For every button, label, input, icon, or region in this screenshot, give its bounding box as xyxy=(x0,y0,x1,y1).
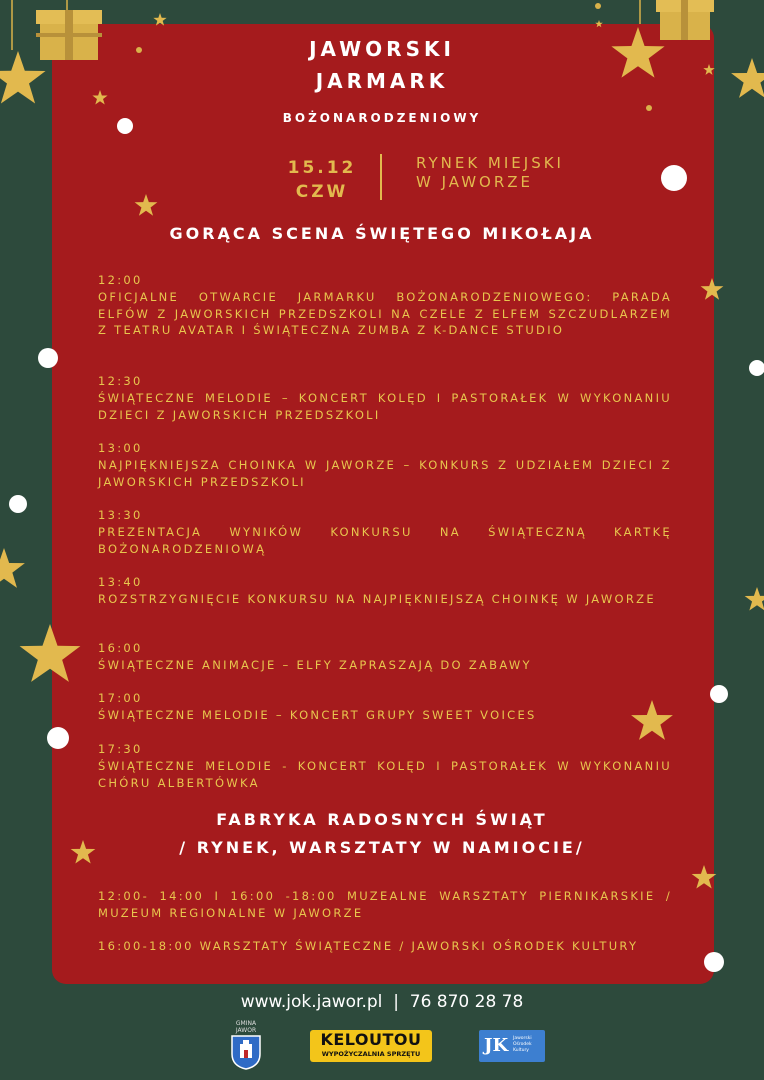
section-title-workshops: FABRYKA RADOSNYCH ŚWIĄT xyxy=(216,810,548,829)
jok-logo: JK Jaworski Ośrodek Kultury xyxy=(479,1030,545,1062)
divider xyxy=(380,154,382,200)
coat-of-arms-icon xyxy=(226,1034,266,1070)
workshop-item xyxy=(98,938,672,955)
schedule-item xyxy=(98,690,672,724)
schedule-item xyxy=(98,640,672,674)
section-title-stage: GORĄCA SCENA ŚWIĘTEGO MIKOŁAJA xyxy=(169,224,595,243)
date-day: 15.12 xyxy=(287,158,357,178)
workshop-item xyxy=(98,888,672,922)
place-line2: W JAWORZE xyxy=(416,173,534,191)
schedule-desc: NAJPIĘKNIEJSZA CHOINKA W JAWORZE – KONKURS Z UDZIAŁEM DZIECI Z JAWORSKICH PRZEDSZKOLI xyxy=(98,457,672,489)
schedule-desc: OFICJALNE OTWARCIE JARMARKU BOŻONARODZENIOWEGO: PARADA ELFÓW Z JAWORSKICH PRZEDSZKOLI NA CZELE Z ELFEM SZCZUDLARZEM Z TEATRU AVATAR I ŚWIĄTECZNA ZUMBA Z K-DANCE STUDIO xyxy=(98,289,672,338)
schedule-time: 13:30 xyxy=(98,508,143,522)
schedule-desc: ROZSTRZYGNIĘCIE KONKURSU NA NAJPIĘKNIEJSZĄ CHOINKĘ W JAWORZE xyxy=(98,591,656,606)
gift-icon xyxy=(656,0,714,40)
schedule-item xyxy=(98,741,672,791)
schedule-desc: ŚWIĄTECZNE MELODIE - KONCERT KOLĘD I PASTORAŁEK W WYKONANIU CHÓRU ALBERTÓWKA xyxy=(98,758,672,790)
section-subtitle-workshops: / RYNEK, WARSZTATY W NAMIOCIE/ xyxy=(179,838,585,857)
schedule-desc: ŚWIĄTECZNE MELODIE – KONCERT GRUPY SWEET VOICES xyxy=(98,707,537,722)
event-date xyxy=(262,156,382,204)
schedule-item xyxy=(98,440,672,490)
schedule-desc: ŚWIĄTECZNE MELODIE – KONCERT KOLĘD I PASTORAŁEK W WYKONANIU DZIECI Z JAWORSKICH PRZEDSZKOLI xyxy=(98,390,672,422)
schedule-desc: ŚWIĄTECZNE ANIMACJE – ELFY ZAPRASZAJĄ DO ZABAWY xyxy=(98,657,532,672)
schedule-time: 13:40 xyxy=(98,575,143,589)
workshop-desc: 16:00-18:00 WARSZTATY ŚWIĄTECZNE / JAWORSKI OŚRODEK KULTURY xyxy=(98,939,639,953)
schedule-time: 12:30 xyxy=(98,374,143,388)
schedule-item xyxy=(98,574,672,608)
event-subtitle: BOŻONARODZENIOWY xyxy=(282,111,482,125)
workshop-desc: 12:00- 14:00 I 16:00 -18:00 MUZEALNE WARSZTATY PIERNIKARSKIE / MUZEUM REGIONALNE W JAWORZE xyxy=(98,889,672,920)
contact-info: www.jok.jawor.pl | 76 870 28 78 xyxy=(240,992,524,1012)
schedule-item xyxy=(98,373,672,423)
schedule-time: 16:00 xyxy=(98,641,143,655)
gmina-jawor-logo: GMINA JAWOR xyxy=(226,1020,266,1072)
event-title-line2: JARMARK xyxy=(315,69,449,93)
schedule-time: 12:00 xyxy=(98,273,143,287)
schedule-time: 17:30 xyxy=(98,742,143,756)
schedule-desc: PREZENTACJA WYNIKÓW KONKURSU NA ŚWIĄTECZNĄ KARTKĘ BOŻONARODZENIOWĄ xyxy=(98,524,672,556)
schedule-time: 13:00 xyxy=(98,441,143,455)
schedule-item xyxy=(98,272,672,339)
schedule-item xyxy=(98,507,672,557)
event-place xyxy=(416,154,564,192)
keloutou-logo: KELOUTOU WYPOŻYCZALNIA SPRZĘTU xyxy=(310,1030,432,1062)
date-weekday: CZW xyxy=(295,182,349,202)
schedule-time: 17:00 xyxy=(98,691,143,705)
place-line1: RYNEK MIEJSKI xyxy=(416,154,564,172)
event-title-line1: JAWORSKI xyxy=(309,37,455,61)
